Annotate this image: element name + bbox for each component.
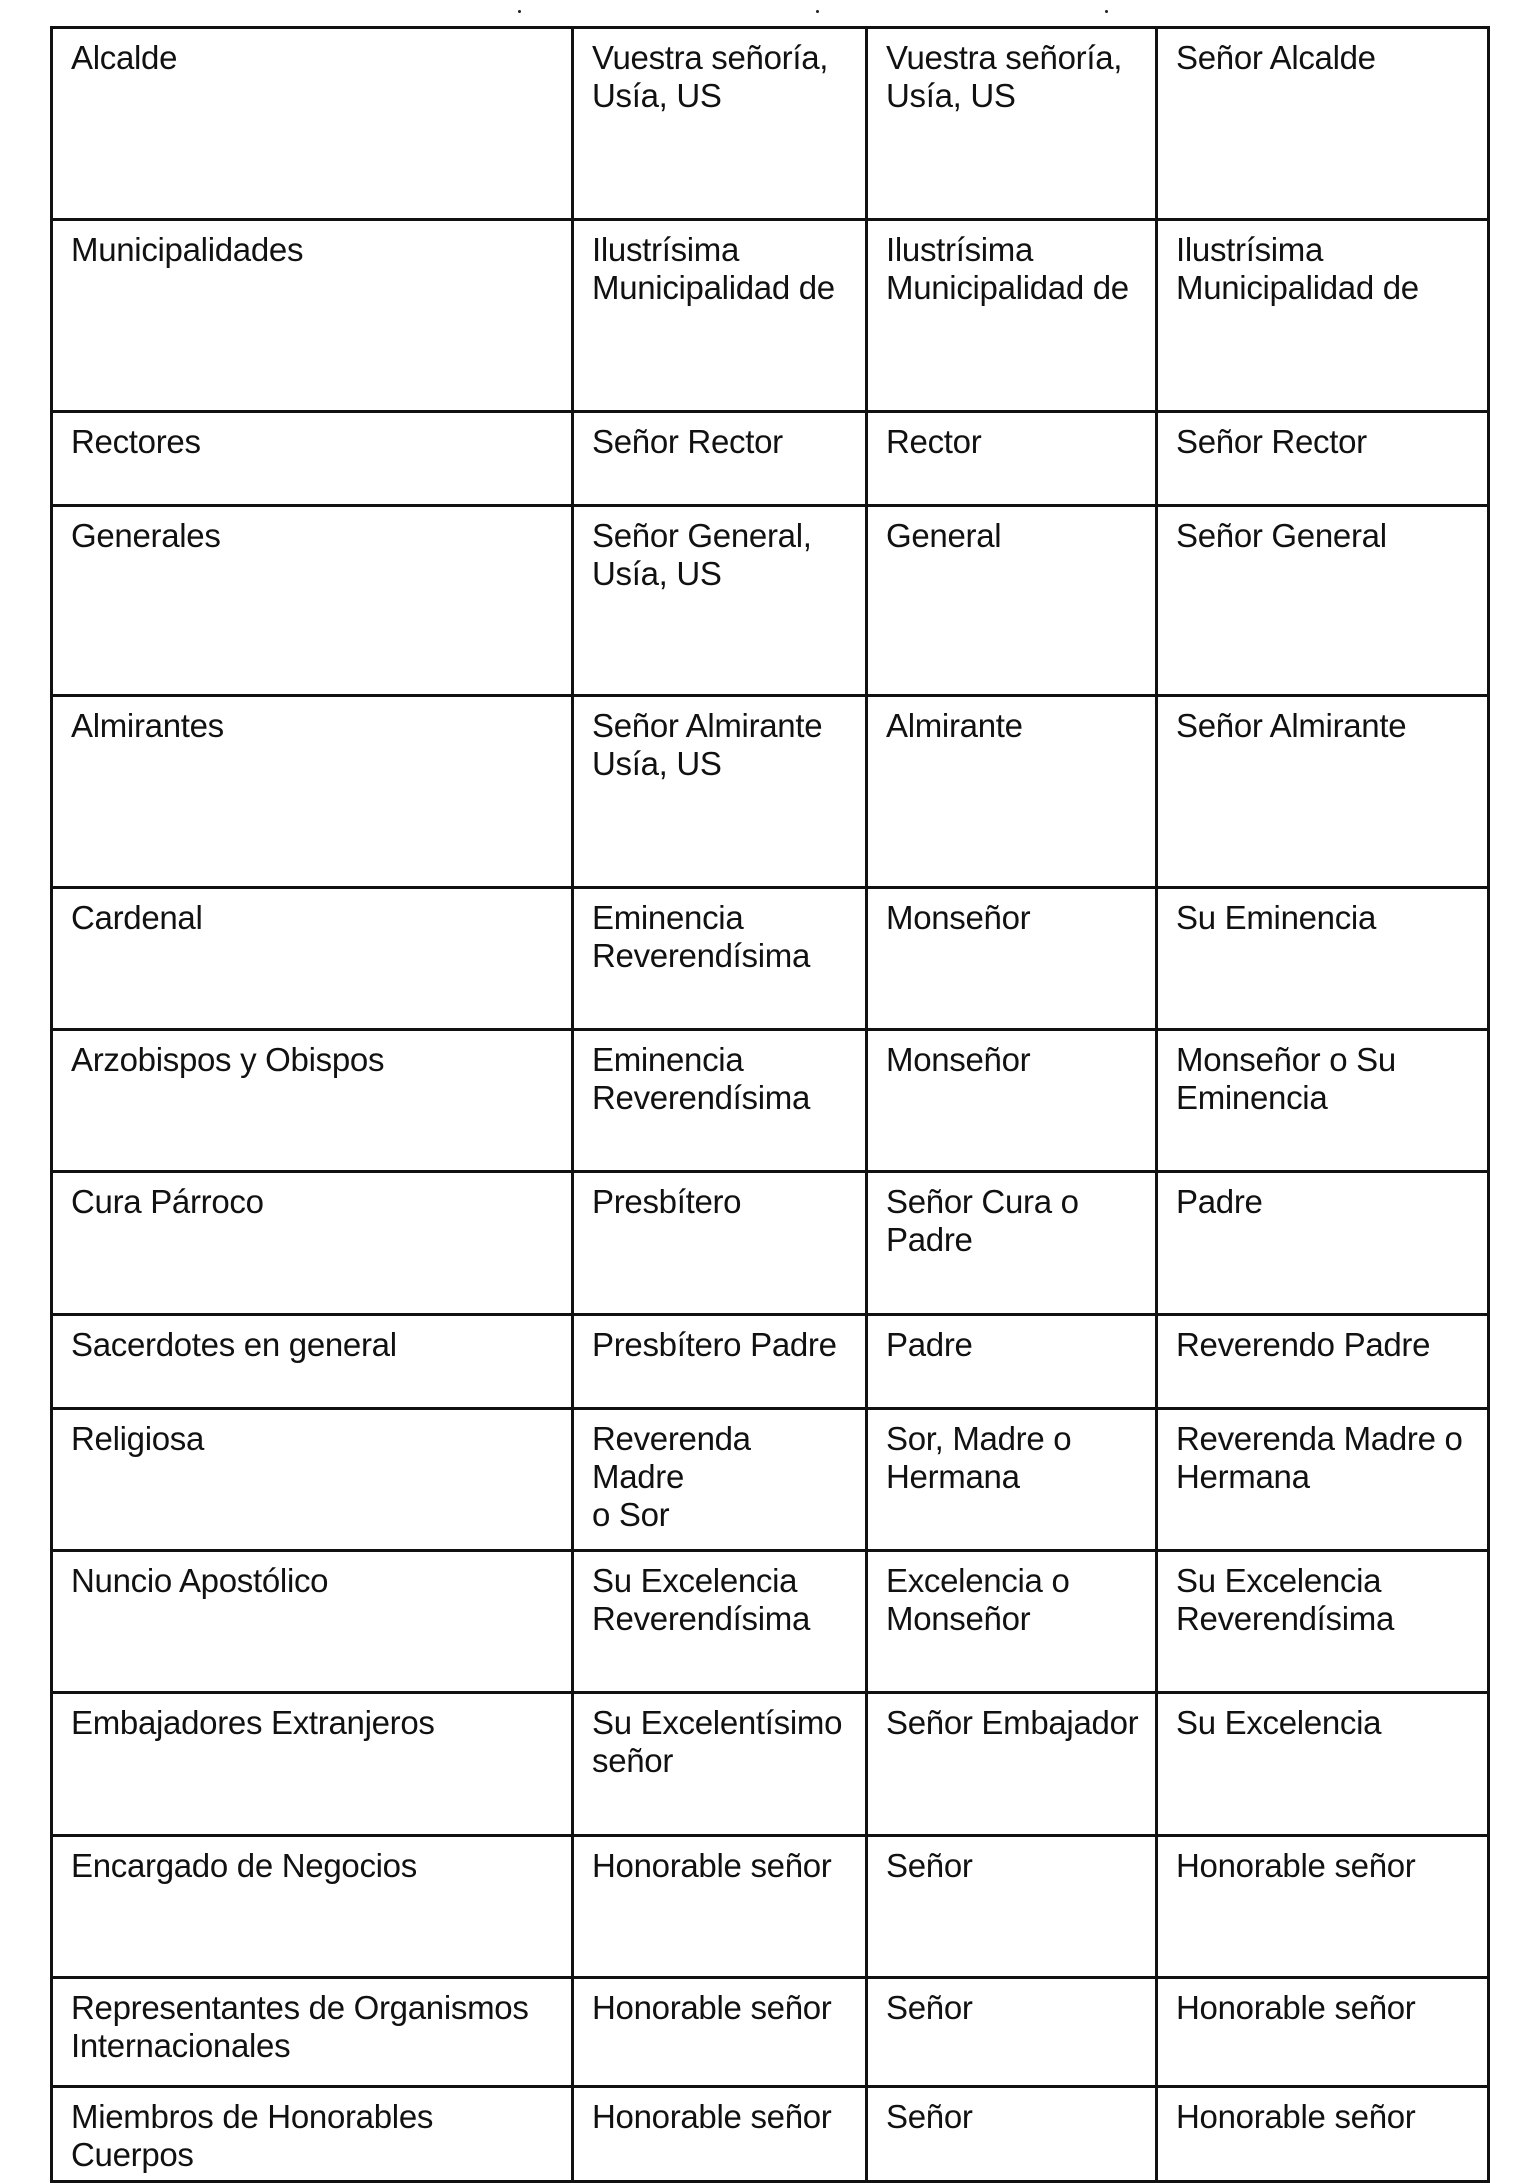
address-cell: Reverenda Madre o Hermana bbox=[1157, 1409, 1489, 1551]
address-cell: Honorable señor bbox=[1157, 1836, 1489, 1978]
table-row bbox=[52, 696, 1489, 888]
address-cell: Señor General bbox=[1157, 506, 1489, 696]
address-cell: Señor bbox=[867, 1836, 1157, 1978]
address-cell: Reverendo Padre bbox=[1157, 1315, 1489, 1409]
address-cell: Rector bbox=[867, 412, 1157, 506]
dignitary-cell: Municipalidades bbox=[52, 220, 573, 412]
address-cell: Vuestra señoría, Usía, US bbox=[573, 28, 867, 220]
table-row bbox=[52, 1315, 1489, 1409]
dignitary-cell: Representantes de Organismos Internacionales bbox=[52, 1978, 573, 2087]
address-cell: Señor Cura o Padre bbox=[867, 1172, 1157, 1315]
address-cell: Monseñor bbox=[867, 1030, 1157, 1172]
address-cell: Vuestra señoría, Usía, US bbox=[867, 28, 1157, 220]
dignitary-cell: Almirantes bbox=[52, 696, 573, 888]
address-cell: Honorable señor bbox=[573, 1836, 867, 1978]
address-cell: Señor General, Usía, US bbox=[573, 506, 867, 696]
address-cell: Monseñor o Su Eminencia bbox=[1157, 1030, 1489, 1172]
address-cell: Presbítero Padre bbox=[573, 1315, 867, 1409]
address-cell: Ilustrísima Municipalidad de bbox=[573, 220, 867, 412]
address-cell: Señor Almirante bbox=[1157, 696, 1489, 888]
address-cell: Su Excelencia Reverendísima bbox=[573, 1551, 867, 1693]
dignitary-cell: Religiosa bbox=[52, 1409, 573, 1551]
dignitary-cell: Arzobispos y Obispos bbox=[52, 1030, 573, 1172]
table-row bbox=[52, 1551, 1489, 1693]
address-cell: Honorable señor bbox=[573, 1978, 867, 2087]
address-cell: Padre bbox=[1157, 1172, 1489, 1315]
table-row bbox=[52, 1693, 1489, 1836]
address-cell: Excelencia o Monseñor bbox=[867, 1551, 1157, 1693]
scan-mark bbox=[518, 10, 521, 13]
dignitary-cell: Cardenal bbox=[52, 888, 573, 1030]
address-cell: Ilustrísima Municipalidad de bbox=[1157, 220, 1489, 412]
address-cell: Presbítero bbox=[573, 1172, 867, 1315]
address-cell: Su Excelentísimo señor bbox=[573, 1693, 867, 1836]
scan-mark bbox=[816, 10, 819, 13]
table-row bbox=[52, 1030, 1489, 1172]
table-row bbox=[52, 1409, 1489, 1551]
address-cell: Señor Embajador bbox=[867, 1693, 1157, 1836]
address-cell: Honorable señor bbox=[1157, 1978, 1489, 2087]
table-row bbox=[52, 1978, 1489, 2087]
dignitary-cell: Cura Párroco bbox=[52, 1172, 573, 1315]
address-cell: Señor Alcalde bbox=[1157, 28, 1489, 220]
address-cell: Monseñor bbox=[867, 888, 1157, 1030]
dignitary-cell: Nuncio Apostólico bbox=[52, 1551, 573, 1693]
address-cell: Su Excelencia bbox=[1157, 1693, 1489, 1836]
address-cell: Su Excelencia Reverendísima bbox=[1157, 1551, 1489, 1693]
dignitary-cell: Generales bbox=[52, 506, 573, 696]
address-cell: Eminencia Reverendísima bbox=[573, 888, 867, 1030]
address-cell: Sor, Madre o Hermana bbox=[867, 1409, 1157, 1551]
table-row bbox=[52, 1836, 1489, 1978]
dignitary-cell: Alcalde bbox=[52, 28, 573, 220]
table-row bbox=[52, 888, 1489, 1030]
dignitary-cell: Embajadores Extranjeros bbox=[52, 1693, 573, 1836]
table-row bbox=[52, 412, 1489, 506]
address-cell: Padre bbox=[867, 1315, 1157, 1409]
dignitary-cell: Rectores bbox=[52, 412, 573, 506]
address-cell: Honorable señor bbox=[573, 2087, 867, 2182]
address-cell: Señor Almirante Usía, US bbox=[573, 696, 867, 888]
scan-mark bbox=[1105, 10, 1108, 13]
table-row bbox=[52, 506, 1489, 696]
address-cell: General bbox=[867, 506, 1157, 696]
address-cell: Reverenda Madre o Sor bbox=[573, 1409, 867, 1551]
address-cell: Ilustrísima Municipalidad de bbox=[867, 220, 1157, 412]
dignitary-cell: Sacerdotes en general bbox=[52, 1315, 573, 1409]
address-cell: Señor bbox=[867, 2087, 1157, 2182]
dignitary-cell: Miembros de Honorables Cuerpos bbox=[52, 2087, 573, 2182]
address-cell: Señor Rector bbox=[1157, 412, 1489, 506]
forms-of-address-table bbox=[50, 26, 1490, 2183]
dignitary-cell: Encargado de Negocios bbox=[52, 1836, 573, 1978]
address-cell: Eminencia Reverendísima bbox=[573, 1030, 867, 1172]
table-row bbox=[52, 220, 1489, 412]
address-cell: Su Eminencia bbox=[1157, 888, 1489, 1030]
table-row bbox=[52, 28, 1489, 220]
address-cell: Señor bbox=[867, 1978, 1157, 2087]
address-cell: Señor Rector bbox=[573, 412, 867, 506]
address-cell: Honorable señor bbox=[1157, 2087, 1489, 2182]
table-row bbox=[52, 1172, 1489, 1315]
address-cell: Almirante bbox=[867, 696, 1157, 888]
table-row bbox=[52, 2087, 1489, 2182]
